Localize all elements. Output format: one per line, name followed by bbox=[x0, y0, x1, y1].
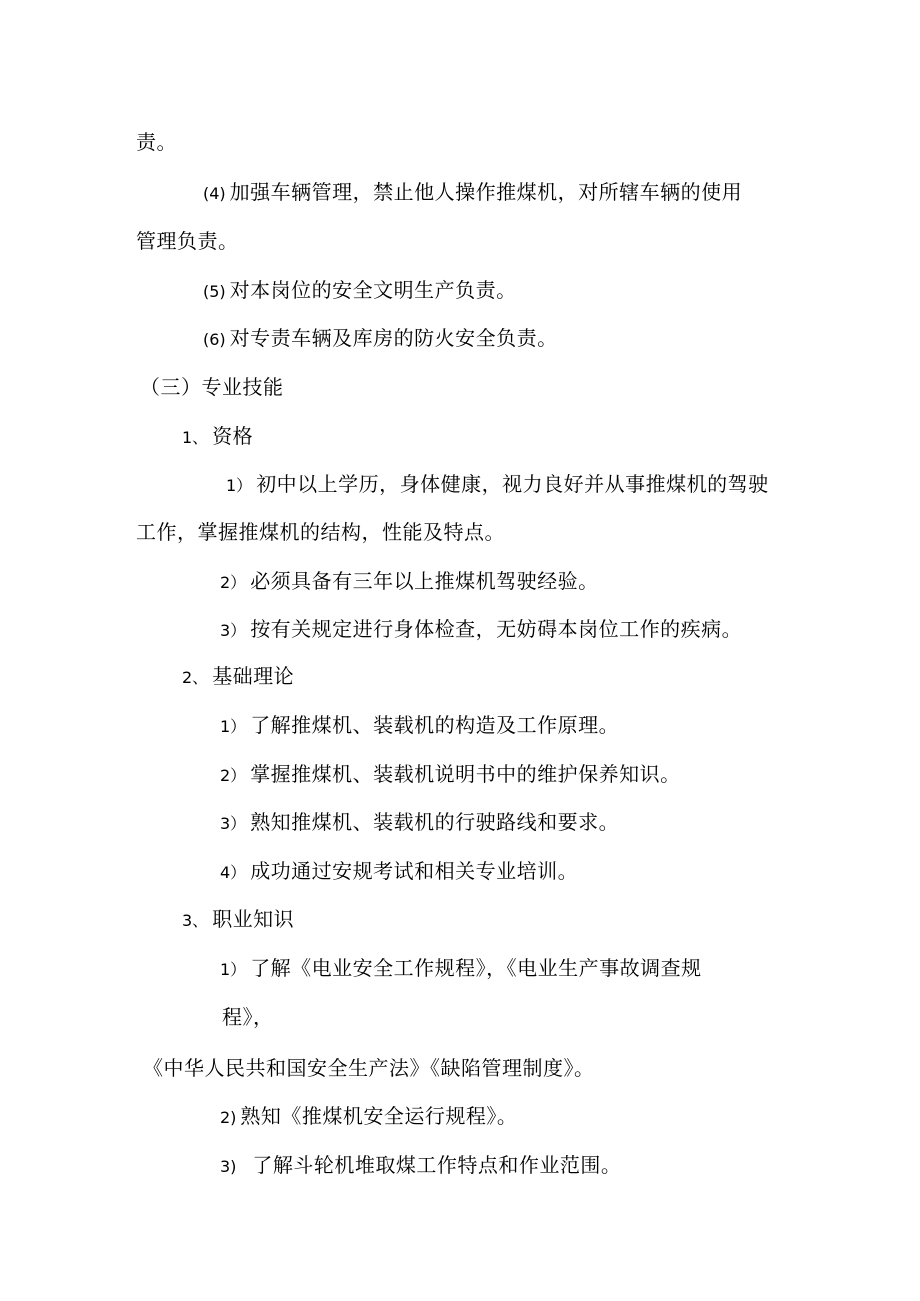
knowledge-item-2: 2) 熟知《推煤机安全运行规程》。 bbox=[220, 1104, 518, 1128]
subheading-qualification: 1、 资格 bbox=[182, 424, 254, 448]
section-heading-3: （三）专业技能 bbox=[140, 375, 284, 399]
knowledge-item-1-line-1: 1） 了解《电业安全工作规程》，《电业生产事故调查规 bbox=[220, 956, 702, 980]
knowledge-item-1-line-2: 程》， bbox=[222, 1005, 274, 1029]
item-4-line-1: (4) 加强车辆管理，禁止他人操作推煤机，对所辖车辆的使用 bbox=[203, 180, 743, 204]
knowledge-item-3: 3) 了解斗轮机堆取煤工作特点和作业范围。 bbox=[220, 1153, 622, 1177]
theory-item-2: 2） 掌握推煤机、装载机说明书中的维护保养知识。 bbox=[220, 762, 681, 786]
theory-item-4: 4） 成功通过安规考试和相关专业培训。 bbox=[220, 859, 579, 883]
subheading-basic-theory: 2、 基础理论 bbox=[182, 664, 295, 688]
qualification-item-1-line-1: 1） 初中以上学历，身体健康，视力良好并从事推煤机的驾驶 bbox=[226, 472, 769, 496]
theory-item-3: 3） 熟知推煤机、装载机的行驶路线和要求。 bbox=[220, 810, 620, 834]
theory-item-1: 1） 了解推煤机、装载机的构造及工作原理。 bbox=[220, 713, 620, 737]
item-4-line-2: 管理负责。 bbox=[136, 229, 239, 253]
subheading-professional-knowledge: 3、 职业知识 bbox=[182, 907, 295, 931]
qualification-item-1-line-2: 工作，掌握推煤机的结构，性能及特点。 bbox=[136, 520, 505, 544]
qualification-item-2: 2） 必须具备有三年以上推煤机驾驶经验。 bbox=[220, 569, 599, 593]
item-6: (6) 对专责车辆及库房的防火安全负责。 bbox=[203, 326, 558, 350]
knowledge-item-1-line-3: 《中华人民共和国安全生产法》《缺陷管理制度》。 bbox=[143, 1056, 595, 1080]
item-5: (5) 对本岗位的安全文明生产负责。 bbox=[203, 278, 517, 302]
text-line-1: 责。 bbox=[136, 130, 177, 154]
qualification-item-3: 3） 按有关规定进行身体检查，无妨碍本岗位工作的疾病。 bbox=[220, 617, 743, 641]
